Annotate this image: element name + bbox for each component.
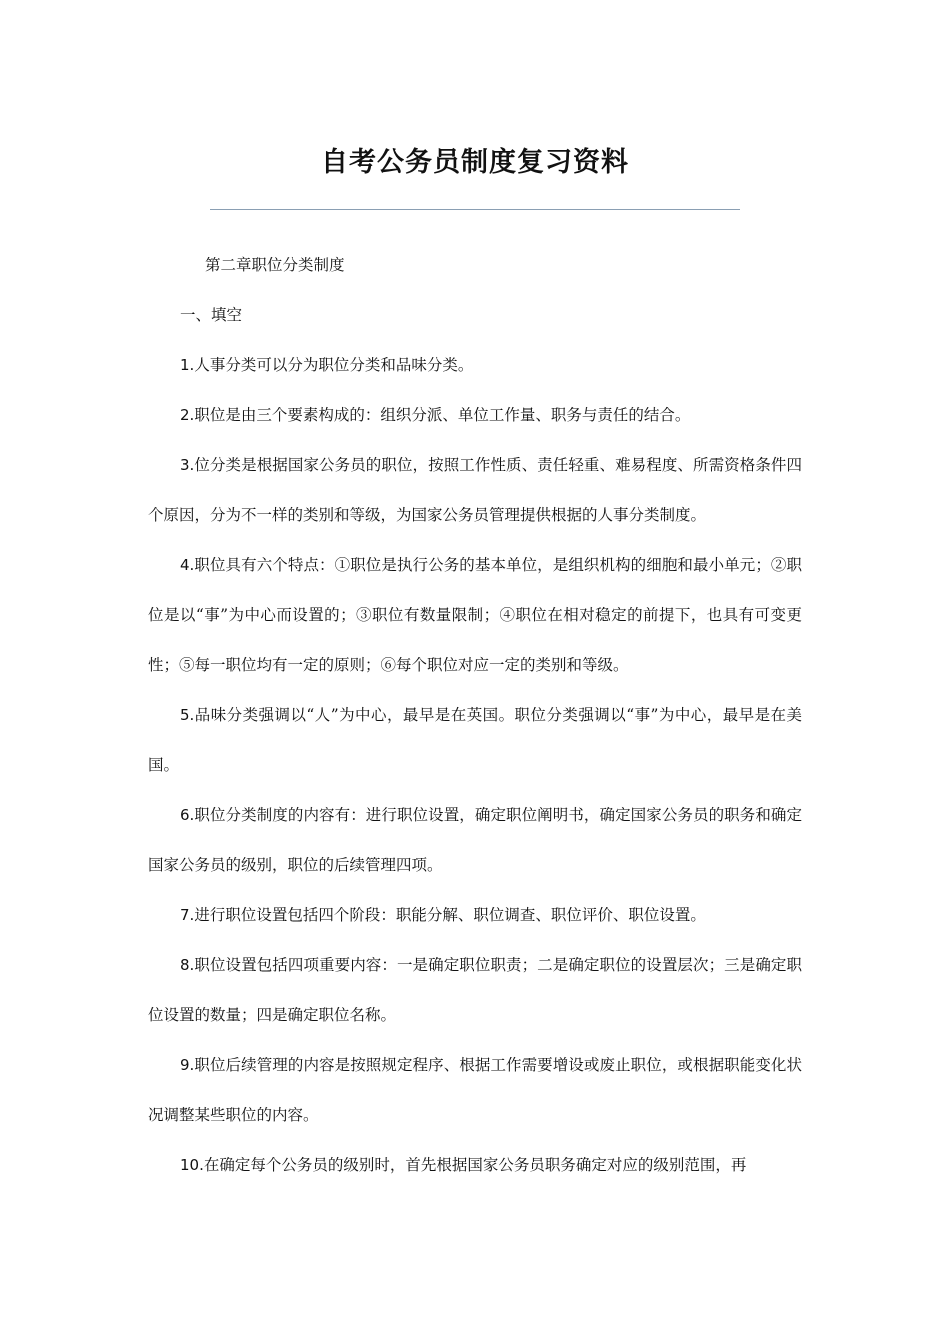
list-item bbox=[148, 890, 802, 940]
document-title: 自考公务员制度复习资料 bbox=[321, 147, 629, 178]
item-number: 2. bbox=[180, 406, 195, 424]
document-body bbox=[148, 240, 802, 1190]
item-text: 职位具有六个特点：①职位是执行公务的基本单位，是组织机构的细胞和最小单元；②职位是以“事”为中心而设置的；③职位有数量限制；④职位在相对稳定的前提下，也具有可变更性；⑤每一职位均有一定的原则；⑥每个职位对应一定的类别和等级。 bbox=[148, 556, 802, 674]
list-item bbox=[148, 390, 802, 440]
list-item bbox=[148, 790, 802, 890]
item-number: 10. bbox=[180, 1156, 204, 1174]
item-number: 9. bbox=[180, 1056, 195, 1074]
item-number: 4. bbox=[180, 556, 195, 574]
item-text: 职位设置包括四项重要内容：一是确定职位职责；二是确定职位的设置层次；三是确定职位设置的数量；四是确定职位名称。 bbox=[148, 956, 802, 1024]
list-item bbox=[148, 1040, 802, 1140]
item-number: 6. bbox=[180, 806, 195, 824]
item-number: 7. bbox=[180, 906, 195, 924]
item-text: 在确定每个公务员的级别时，首先根据国家公务员职务确定对应的级别范围，再 bbox=[203, 1156, 747, 1174]
item-text: 位分类是根据国家公务员的职位，按照工作性质、责任轻重、难易程度、所需资格条件四个原因，分为不一样的类别和等级，为国家公务员管理提供根据的人事分类制度。 bbox=[148, 456, 802, 524]
item-number: 8. bbox=[180, 956, 195, 974]
list-item bbox=[148, 940, 802, 1040]
section-heading: 一、填空 bbox=[180, 306, 243, 324]
item-text: 进行职位设置包括四个阶段：职能分解、职位调查、职位评价、职位设置。 bbox=[194, 906, 706, 924]
list-item bbox=[148, 540, 802, 690]
item-text: 职位后续管理的内容是按照规定程序、根据工作需要增设或废止职位，或根据职能变化状况调整某些职位的内容。 bbox=[148, 1056, 802, 1124]
item-text: 职位是由三个要素构成的：组织分派、单位工作量、职务与责任的结合。 bbox=[194, 406, 691, 424]
list-item bbox=[148, 1140, 802, 1190]
list-item bbox=[148, 340, 802, 390]
title-underline-divider bbox=[210, 209, 740, 210]
list-item bbox=[148, 440, 802, 540]
item-number: 5. bbox=[180, 706, 195, 724]
item-text: 人事分类可以分为职位分类和品味分类。 bbox=[194, 356, 474, 374]
item-text: 品味分类强调以“人”为中心，最早是在英国。职位分类强调以“事”为中心，最早是在美国。 bbox=[148, 706, 802, 774]
item-number: 1. bbox=[180, 356, 195, 374]
item-text: 职位分类制度的内容有：进行职位设置，确定职位阐明书，确定国家公务员的职务和确定国家公务员的级别，职位的后续管理四项。 bbox=[148, 806, 802, 874]
list-item bbox=[148, 690, 802, 790]
chapter-heading: 第二章职位分类制度 bbox=[205, 256, 345, 274]
item-number: 3. bbox=[180, 456, 195, 474]
